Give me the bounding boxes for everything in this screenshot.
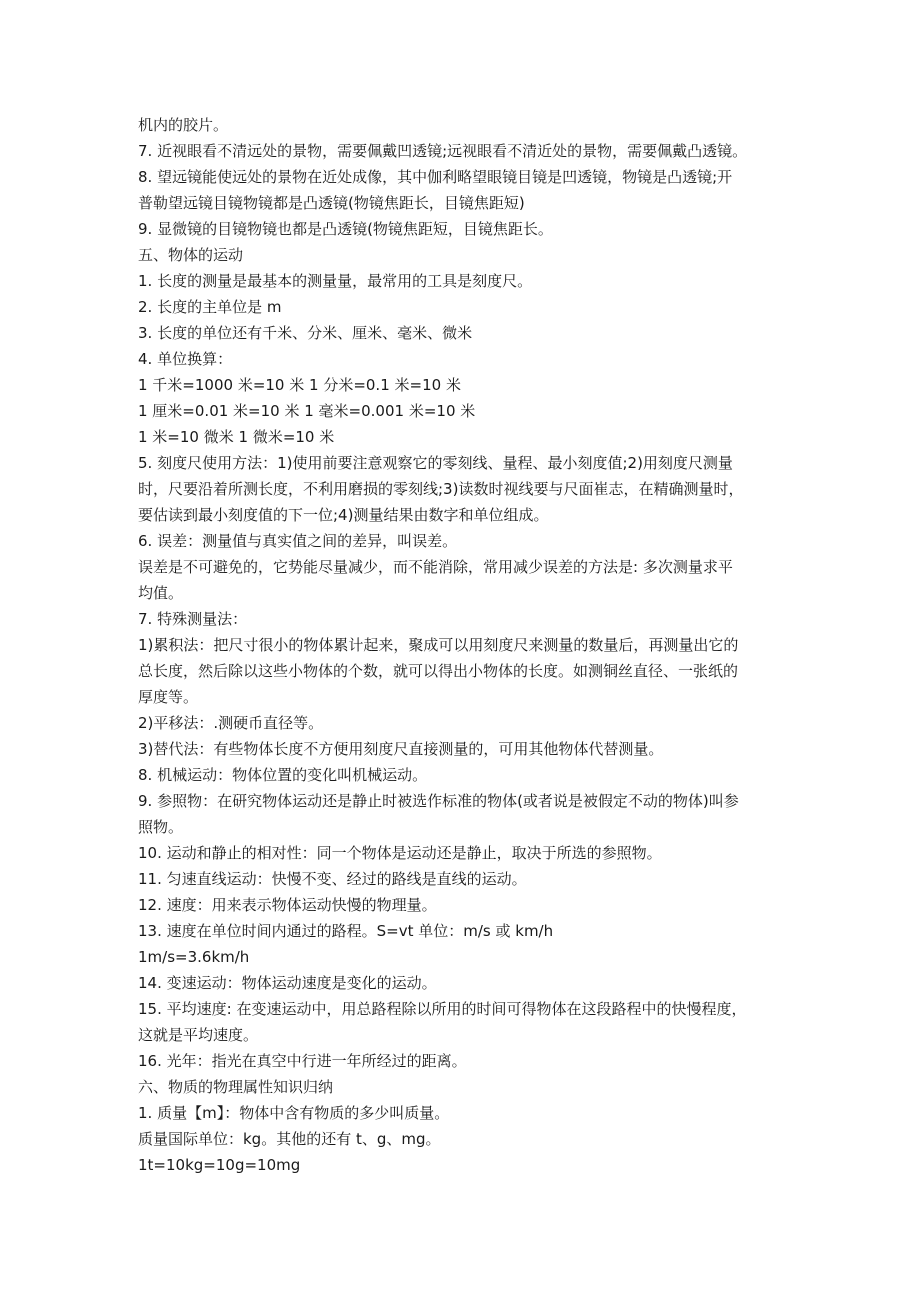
text-line: 3)替代法：有些物体长度不方便用刻度尺直接测量的，可用其他物体代替测量。: [138, 740, 664, 758]
text-line: 12. 速度：用来表示物体运动快慢的物理量。: [138, 896, 437, 914]
text-line: 1 千米=1000 米=10 米 1 分米=0.1 米=10 米: [138, 376, 461, 394]
text-line: 厚度等。: [138, 688, 199, 706]
text-line: 2)平移法：.测硬币直径等。: [138, 714, 324, 732]
document-body: [138, 112, 798, 1178]
text-line: 普勒望远镜目镜物镜都是凸透镜(物镜焦距长，目镜焦距短): [138, 194, 525, 212]
text-line: 1 米=10 微米 1 微米=10 米: [138, 428, 335, 446]
text-line: 16. 光年：指光在真空中行进一年所经过的距离。: [138, 1052, 467, 1070]
text-line: 14. 变速运动：物体运动速度是变化的运动。: [138, 974, 437, 992]
text-line: 4. 单位换算：: [138, 350, 233, 368]
text-line: 照物。: [138, 818, 184, 836]
section-heading: 五、物体的运动: [138, 246, 244, 264]
section-heading: 六、物质的物理属性知识归纳: [138, 1078, 334, 1096]
text-line: 6. 误差：测量值与真实值之间的差异，叫误差。: [138, 532, 458, 550]
text-line: 机内的胶片。: [138, 116, 229, 134]
text-line: 11. 匀速直线运动：快慢不变、经过的路线是直线的运动。: [138, 870, 527, 888]
text-line: 1t=10kg=10g=10mg: [138, 1156, 301, 1174]
text-line: 要估读到最小刻度值的下一位;4)测量结果由数字和单位组成。: [138, 506, 549, 524]
text-line: 15. 平均速度: 在变速运动中，用总路程除以所用的时间可得物体在这段路程中的快慢程度，: [138, 1000, 747, 1018]
text-line: 5. 刻度尺使用方法：1)使用前要注意观察它的零刻线、量程、最小刻度值;2)用刻度尺测量: [138, 454, 733, 472]
text-line: 9. 显微镜的目镜物镜也都是凸透镜(物镜焦距短，目镜焦距长。: [138, 220, 553, 238]
text-line: 均值。: [138, 584, 184, 602]
text-line: 13. 速度在单位时间内通过的路程。S=vt 单位：m/s 或 km/h: [138, 922, 554, 940]
text-line: 7. 特殊测量法：: [138, 610, 248, 628]
text-line: 误差是不可避免的，它势能尽量减少，而不能消除，常用减少误差的方法是: 多次测量求平: [138, 558, 733, 576]
text-line: 1. 长度的测量是最基本的测量量，最常用的工具是刻度尺。: [138, 272, 533, 290]
text-line: 2. 长度的主单位是 m: [138, 298, 282, 316]
text-line: 3. 长度的单位还有千米、分米、厘米、毫米、微米: [138, 324, 473, 342]
text-line: 10. 运动和静止的相对性：同一个物体是运动还是静止，取决于所选的参照物。: [138, 844, 662, 862]
text-line: 1. 质量【m】：物体中含有物质的多少叫质量。: [138, 1104, 450, 1122]
text-line: 1)累积法：把尺寸很小的物体累计起来，聚成可以用刻度尺来测量的数量后，再测量出它的: [138, 636, 739, 654]
text-line: 时，尺要沿着所测长度，不利用磨损的零刻线;3)读数时视线要与尺面崔志，在精确测量时，: [138, 480, 744, 498]
text-line: 7. 近视眼看不清远处的景物，需要佩戴凹透镜;远视眼看不清近处的景物，需要佩戴凸透镜。: [138, 142, 748, 160]
text-line: 1m/s=3.6km/h: [138, 948, 250, 966]
text-line: 质量国际单位：kg。其他的还有 t、g、mg。: [138, 1130, 441, 1148]
text-line: 这就是平均速度。: [138, 1026, 259, 1044]
text-line: 1 厘米=0.01 米=10 米 1 毫米=0.001 米=10 米: [138, 402, 476, 420]
text-line: 8. 机械运动：物体位置的变化叫机械运动。: [138, 766, 428, 784]
text-line: 9. 参照物：在研究物体运动还是静止时被选作标准的物体(或者说是被假定不动的物体)叫参: [138, 792, 739, 810]
text-line: 8. 望远镜能使远处的景物在近处成像，其中伽利略望眼镜目镜是凹透镜，物镜是凸透镜;开: [138, 168, 733, 186]
text-line: 总长度，然后除以这些小物体的个数，就可以得出小物体的长度。如测铜丝直径、一张纸的: [138, 662, 739, 680]
